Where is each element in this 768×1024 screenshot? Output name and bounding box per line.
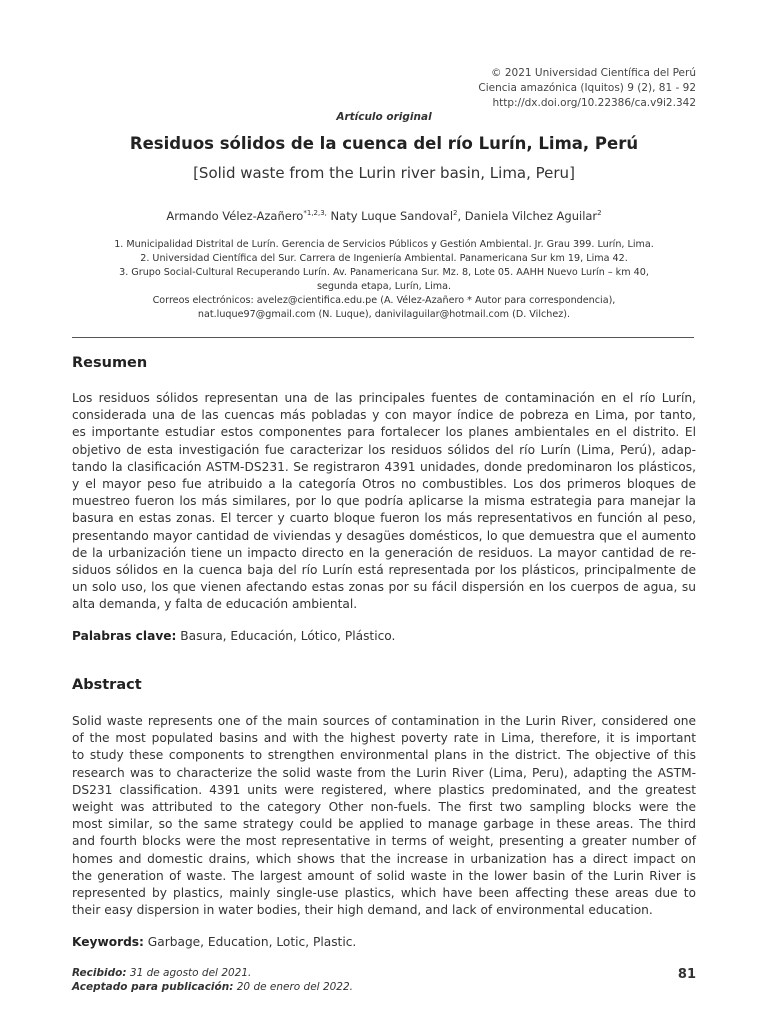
author-name: Naty Luque Sandoval bbox=[326, 209, 454, 223]
paragraph-line: represented by plastics, mainly single-use plastics, which have been affecting these areas due to bbox=[72, 886, 696, 901]
author-affiliation-mark: *1,2,3, bbox=[303, 209, 327, 218]
paragraph-line: tando la clasificación ASTM-DS231. Se registraron 4391 unidades, donde predominaron los plásticos, bbox=[72, 459, 696, 474]
paragraph-line: weight was attributed to the category Other non-fuels. The first two sampling blocks were the bbox=[72, 800, 696, 815]
abstract-body bbox=[72, 713, 696, 919]
paragraph-line: presentando mayor cantidad de viviendas y desagües domésticos, lo que demuestra que el aumento bbox=[72, 528, 696, 543]
abstract-heading: Abstract bbox=[72, 677, 142, 693]
article-type: Artículo original bbox=[336, 111, 432, 123]
paragraph-line: un solo uso, los que vienen afectando estas zonas por su fácil dispersión en los cuerpos de agua, su bbox=[72, 580, 696, 595]
paragraph-line: most similar, so the same strategy could be applied to manage garbage in these areas. The third bbox=[72, 817, 696, 832]
keywords-label: Palabras clave: bbox=[72, 629, 177, 643]
paragraph-line: homes and domestic drains, which shows that the increase in urbanization has a direct impact on bbox=[72, 851, 696, 866]
copyright-line: © 2021 Universidad Científica del Perú bbox=[491, 67, 696, 79]
page-number: 81 bbox=[677, 967, 696, 982]
resumen-body bbox=[72, 390, 696, 614]
accepted-label: Aceptado para publicación: bbox=[72, 981, 234, 993]
journal-header bbox=[478, 66, 696, 111]
paragraph-line: considerada una de las cuencas más pobladas y con mayor índice de pobreza en Lima, por tanto, bbox=[72, 408, 696, 423]
affiliation-line: 2. Universidad Científica del Sur. Carrera de Ingeniería Ambiental. Panamericana Sur km 19, Lima 42. bbox=[140, 253, 628, 264]
paragraph-line: alta demanda, y falta de educación ambiental. bbox=[72, 597, 358, 612]
author-name: , Daniela Vilchez Aguilar bbox=[457, 209, 598, 223]
paragraph-line: de la urbanización tiene un impacto directo en la generación de residuos. La mayor cantidad de re- bbox=[72, 545, 696, 560]
email-line: nat.luque97@gmail.com (N. Luque), danivilaguilar@hotmail.com (D. Vilchez). bbox=[197, 309, 571, 320]
author-list bbox=[0, 209, 768, 223]
paragraph-line: Los residuos sólidos representan una de las principales fuentes de contaminación en el río Lurín, bbox=[72, 391, 696, 405]
email-line: Correos electrónicos: avelez@cientifica.edu.pe (A. Vélez-Azañero * Autor para correspondencia), bbox=[152, 295, 616, 306]
paragraph-line: basura en estas zonas. El tercer y cuarto bloque fueron los más representativos en función al peso, bbox=[72, 511, 696, 526]
title-spanish: Residuos sólidos de la cuenca del río Lurín, Lima, Perú bbox=[129, 134, 639, 153]
keywords bbox=[72, 935, 356, 949]
paragraph-line: their easy dispersion in water bodies, their high demand, and lack of environmental education. bbox=[72, 903, 653, 918]
keywords-values: Basura, Educación, Lótico, Plástico. bbox=[176, 629, 396, 643]
resumen-heading: Resumen bbox=[72, 355, 148, 371]
keywords-values: Garbage, Education, Lotic, Plastic. bbox=[143, 935, 357, 949]
paragraph-line: DS231 classification. 4391 units were registered, where plastics predominated, and the greatest bbox=[72, 782, 696, 797]
paragraph-line: Solid waste represents one of the main sources of contamination in the Lurin River, considered one bbox=[72, 714, 696, 728]
paragraph-line: to study these components to strengthen environmental plans in the district. The objective of this bbox=[72, 748, 696, 763]
publication-dates bbox=[72, 966, 353, 994]
paragraph-line: siduos sólidos en la cuenca baja del río Lurín está representada por los plásticos, principalmente de bbox=[72, 563, 696, 578]
affiliations bbox=[80, 238, 688, 322]
affiliation-line: 3. Grupo Social-Cultural Recuperando Lurín. Av. Panamericana Sur. Mz. 8, Lote 05. AAHH Nuevo Lurín – km 40, bbox=[119, 267, 649, 278]
paragraph-line: muestreo fueron los más similares, por lo que podría aplicarse la misma estrategia para manejar la bbox=[72, 494, 696, 509]
palabras-clave bbox=[72, 629, 395, 643]
accepted-date: 20 de enero del 2022. bbox=[233, 981, 353, 993]
paragraph-line: objetivo de esta investigación fue caracterizar los residuos sólidos del río Lurín (Lima, Perú), adap- bbox=[72, 442, 696, 457]
received-label: Recibido: bbox=[72, 967, 127, 979]
paragraph-line: research was to characterize the solid waste from the Lurin River (Lima, Peru), adapting the ASTM- bbox=[72, 765, 696, 780]
title-english: [Solid waste from the Lurin river basin, Lima, Peru] bbox=[193, 164, 575, 182]
received-date: 31 de agosto del 2021. bbox=[126, 967, 252, 979]
paragraph-line: of the most populated basins and with the highest poverty rate in Lima, therefore, it is important bbox=[72, 731, 696, 746]
journal-citation: Ciencia amazónica (Iquitos) 9 (2), 81 - 92 bbox=[478, 82, 696, 94]
keywords-label: Keywords: bbox=[72, 935, 144, 949]
section-divider bbox=[72, 337, 694, 338]
paragraph-line: es importante estudiar estos componentes para fortalecer los planes ambientales en el distrito. El bbox=[72, 425, 696, 440]
affiliation-line: 1. Municipalidad Distrital de Lurín. Gerencia de Servicios Públicos y Gestión Ambiental. Jr. Grau 399. Lurín, Lima. bbox=[114, 239, 654, 250]
paragraph-line: y el mayor peso fue atribuido a la categoría Otros no combustibles. Los dos primeros bloques de bbox=[72, 477, 696, 492]
author-affiliation-mark: 2 bbox=[453, 209, 458, 218]
author-name: Armando Vélez-Azañero bbox=[166, 209, 304, 223]
paragraph-line: and fourth blocks were the most representative in terms of weight, presenting a greater number of bbox=[72, 834, 696, 849]
affiliation-line: segunda etapa, Lurín, Lima. bbox=[316, 281, 452, 292]
paragraph-line: the generation of waste. The largest amount of solid waste in the lower basin of the Lurin River is bbox=[72, 868, 696, 883]
doi-link[interactable]: http://dx.doi.org/10.22386/ca.v9i2.342 bbox=[492, 97, 696, 109]
author-affiliation-mark: 2 bbox=[597, 209, 602, 218]
